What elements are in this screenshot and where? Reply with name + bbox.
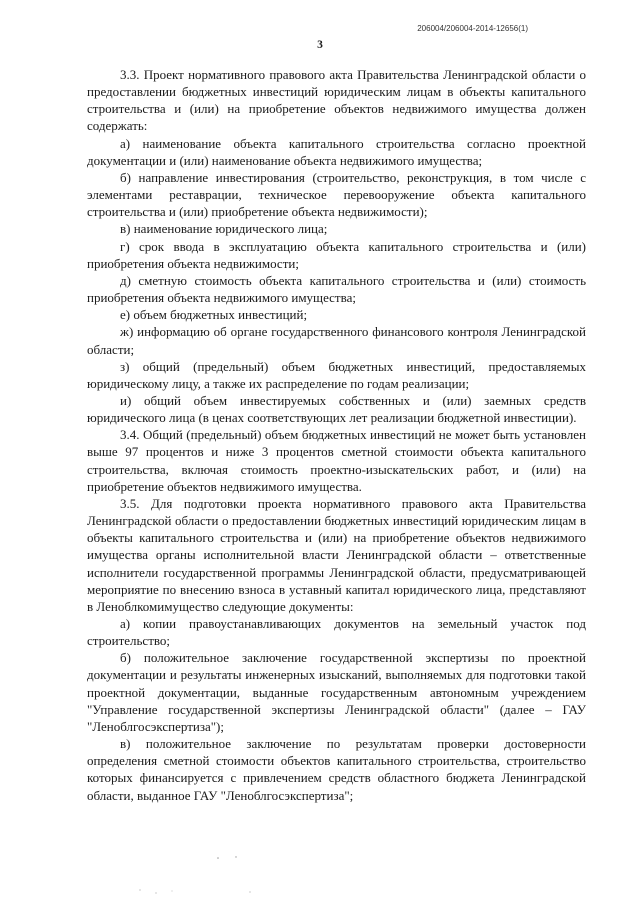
list-item-a: а) наименование объекта капитального строительства согласно проектной документации и (или) наименование объекта недвижимого имущества;	[87, 135, 586, 168]
list-item-e: е) объем бюджетных инвестиций;	[120, 307, 308, 323]
page-number: 3	[317, 39, 323, 51]
doc-item-v: в) положительное заключение по результатам проверки достоверности определения сметной стоимости объектов капитального строительства, строительство которых финансируется с привлечением средств областного бюджета Ленинградской области, выданное ГАУ "Леноблгосэкспертиза";	[87, 736, 586, 803]
paragraph-3-5: 3.5. Для подготовки проекта нормативного правового акта Правительства Ленинградской области о предоставлении бюджетных инвестиций юридическим лицам в объекты капитального строительства и (или) на приобретение объектов недвижимого имущества органы исполнительной власти Ленинградской области – ответственные исполнители государственной программы Ленинградской области, предусматривающей мероприятие по внесению взноса в уставный капитал юридического лица, представляют в Леноблкомимущество следующие документы:	[87, 495, 586, 614]
doc-item-b: б) положительное заключение государственной экспертизы по проектной документации и результаты инженерных изысканий, выполняемых для подготовки такой проектной документации, выданные государственным автономным учреждением "Управление государственной экспертизы Ленинградской области" (далее – ГАУ "Леноблгосэкспертиза");	[87, 650, 586, 734]
list-item-g: г) срок ввода в эксплуатацию объекта капитального строительства и (или) приобретения объекта недвижимости;	[87, 238, 586, 271]
list-item-d: д) сметную стоимость объекта капитального строительства и (или) стоимость приобретения объекта недвижимого имущества;	[87, 272, 586, 306]
paragraph-3-3: 3.3. Проект нормативного правового акта Правительства Ленинградской области о предоставлении бюджетных инвестиций юридическим лицам в объекты капитального строительства и (или) на приобретение объектов недвижимого имущества должен содержать:	[87, 67, 586, 134]
doc-item-a: а) копии правоустанавливающих документов на земельный участок под строительство;	[87, 616, 586, 649]
list-item-i: и) общий объем инвестируемых собственных и (или) заемных средств юридического лица (в ценах соответствующих лет реализации бюджетной инвестиции).	[87, 392, 586, 426]
document-body	[87, 66, 586, 804]
paragraph-3-4: 3.4. Общий (предельный) объем бюджетных инвестиций не может быть установлен выше 97 процентов и ниже 3 процентов сметной стоимости объекта капитального строительства, включая стоимость проектно-изыскательских работ, и (или) на приобретение объектов недвижимого имущества.	[87, 427, 586, 494]
list-item-b: б) направление инвестирования (строительство, реконструкция, в том числе с элементами реставрации, техническое перевооружение объекта капитального строительства и (или) приобретение объекта недвижимости);	[87, 169, 586, 220]
list-item-v: в) наименование юридического лица;	[120, 221, 328, 237]
document-number: 206004/206004-2014-12656(1)	[417, 24, 528, 33]
list-item-z: з) общий (предельный) объем бюджетных инвестиций, предоставляемых юридическому лицу, а также их распределение по годам реализации;	[87, 358, 586, 391]
list-item-zh: ж) информацию об органе государственного финансового контроля Ленинградской области;	[87, 324, 586, 357]
